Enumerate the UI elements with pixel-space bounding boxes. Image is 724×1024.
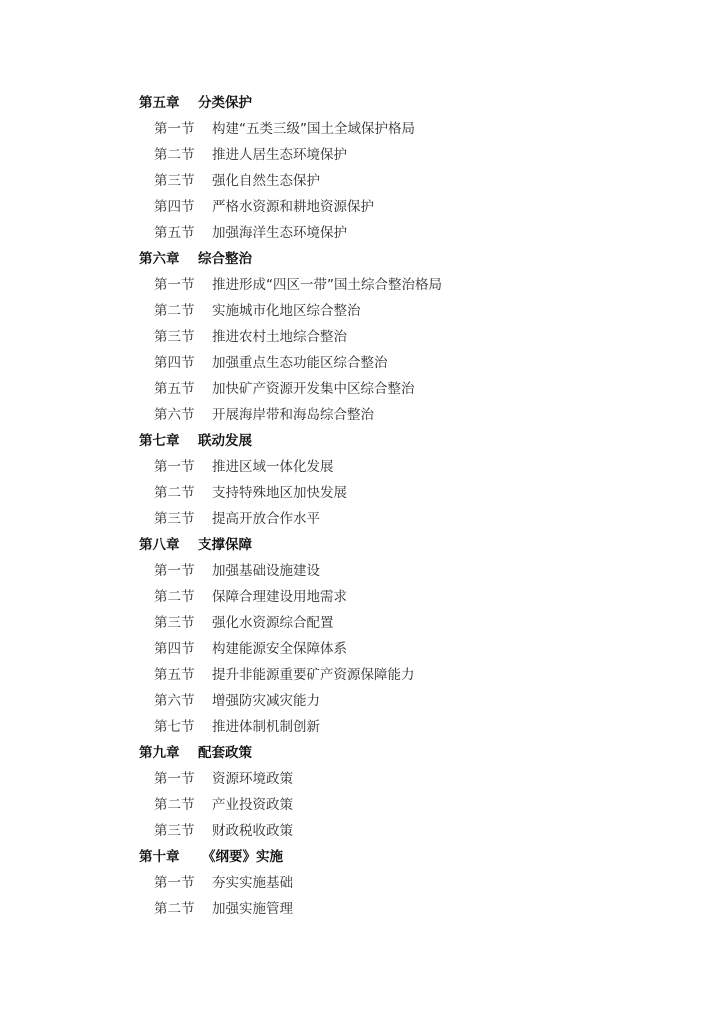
- section-number: 第六节: [154, 407, 195, 423]
- section-number: 第三节: [154, 511, 195, 527]
- chapter-number: 第五章: [139, 95, 180, 111]
- section-number: 第一节: [154, 563, 195, 579]
- section-number: 第三节: [154, 823, 195, 839]
- section-number: 第六节: [154, 693, 195, 709]
- section-number: 第五节: [154, 667, 195, 683]
- section-title: 加强基础设施建设: [212, 563, 320, 579]
- section-entry: [0, 350, 724, 376]
- section-entry: [0, 792, 724, 818]
- section-number: 第二节: [154, 797, 195, 813]
- section-number: 第五节: [154, 225, 195, 241]
- chapter-number: 第八章: [139, 537, 180, 553]
- section-number: 第一节: [154, 875, 195, 891]
- section-title: 实施城市化地区综合整治: [212, 303, 361, 319]
- section-title: 推进形成“四区一带”国土综合整治格局: [212, 277, 442, 293]
- chapter-title: 分类保护: [198, 95, 252, 111]
- section-title: 支持特殊地区加快发展: [212, 485, 347, 501]
- chapter-number: 第七章: [139, 433, 180, 449]
- chapter-title: 联动发展: [198, 433, 252, 449]
- section-title: 夯实实施基础: [212, 875, 293, 891]
- section-entry: [0, 454, 724, 480]
- section-title: 加强实施管理: [212, 901, 293, 917]
- section-entry: [0, 896, 724, 922]
- section-number: 第一节: [154, 121, 195, 137]
- table-of-contents: [0, 90, 724, 922]
- section-entry: [0, 194, 724, 220]
- section-title: 开展海岸带和海岛综合整治: [212, 407, 374, 423]
- section-number: 第五节: [154, 381, 195, 397]
- section-entry: [0, 688, 724, 714]
- section-title: 强化水资源综合配置: [212, 615, 334, 631]
- section-entry: [0, 636, 724, 662]
- section-entry: [0, 714, 724, 740]
- chapter-heading: [0, 844, 724, 870]
- section-title: 推进体制机制创新: [212, 719, 320, 735]
- section-entry: [0, 298, 724, 324]
- section-number: 第三节: [154, 329, 195, 345]
- chapter-heading: [0, 90, 724, 116]
- section-number: 第四节: [154, 641, 195, 657]
- chapter-title: 《纲要》实施: [202, 849, 283, 865]
- section-entry: [0, 506, 724, 532]
- section-entry: [0, 558, 724, 584]
- chapter-heading: [0, 532, 724, 558]
- section-entry: [0, 220, 724, 246]
- section-number: 第二节: [154, 147, 195, 163]
- section-number: 第七节: [154, 719, 195, 735]
- section-title: 提升非能源重要矿产资源保障能力: [212, 667, 415, 683]
- section-title: 强化自然生态保护: [212, 173, 320, 189]
- section-number: 第一节: [154, 771, 195, 787]
- section-number: 第二节: [154, 485, 195, 501]
- chapter-title: 综合整治: [198, 251, 252, 267]
- section-entry: [0, 168, 724, 194]
- section-entry: [0, 766, 724, 792]
- chapter-heading: [0, 428, 724, 454]
- section-entry: [0, 818, 724, 844]
- chapter-number: 第十章: [139, 849, 180, 865]
- section-entry: [0, 272, 724, 298]
- section-number: 第四节: [154, 199, 195, 215]
- section-title: 财政税收政策: [212, 823, 293, 839]
- section-title: 构建能源安全保障体系: [212, 641, 347, 657]
- section-number: 第二节: [154, 589, 195, 605]
- section-number: 第三节: [154, 615, 195, 631]
- chapter-number: 第六章: [139, 251, 180, 267]
- section-entry: [0, 116, 724, 142]
- section-title: 构建“五类三级”国土全域保护格局: [212, 121, 415, 137]
- section-entry: [0, 324, 724, 350]
- section-title: 提高开放合作水平: [212, 511, 320, 527]
- section-number: 第三节: [154, 173, 195, 189]
- section-number: 第一节: [154, 459, 195, 475]
- section-title: 保障合理建设用地需求: [212, 589, 347, 605]
- section-number: 第四节: [154, 355, 195, 371]
- chapter-title: 配套政策: [198, 745, 252, 761]
- section-title: 资源环境政策: [212, 771, 293, 787]
- section-entry: [0, 376, 724, 402]
- section-entry: [0, 662, 724, 688]
- chapter-number: 第九章: [139, 745, 180, 761]
- chapter-title: 支撑保障: [198, 537, 252, 553]
- section-entry: [0, 610, 724, 636]
- section-title: 推进区域一体化发展: [212, 459, 334, 475]
- section-title: 加强重点生态功能区综合整治: [212, 355, 388, 371]
- section-title: 增强防灾减灾能力: [212, 693, 320, 709]
- section-title: 推进人居生态环境保护: [212, 147, 347, 163]
- section-entry: [0, 142, 724, 168]
- section-title: 推进农村土地综合整治: [212, 329, 347, 345]
- section-entry: [0, 870, 724, 896]
- section-entry: [0, 584, 724, 610]
- section-number: 第二节: [154, 303, 195, 319]
- section-title: 产业投资政策: [212, 797, 293, 813]
- section-title: 加强海洋生态环境保护: [212, 225, 347, 241]
- section-title: 加快矿产资源开发集中区综合整治: [212, 381, 415, 397]
- section-entry: [0, 402, 724, 428]
- section-number: 第二节: [154, 901, 195, 917]
- chapter-heading: [0, 246, 724, 272]
- section-title: 严格水资源和耕地资源保护: [212, 199, 374, 215]
- section-number: 第一节: [154, 277, 195, 293]
- chapter-heading: [0, 740, 724, 766]
- section-entry: [0, 480, 724, 506]
